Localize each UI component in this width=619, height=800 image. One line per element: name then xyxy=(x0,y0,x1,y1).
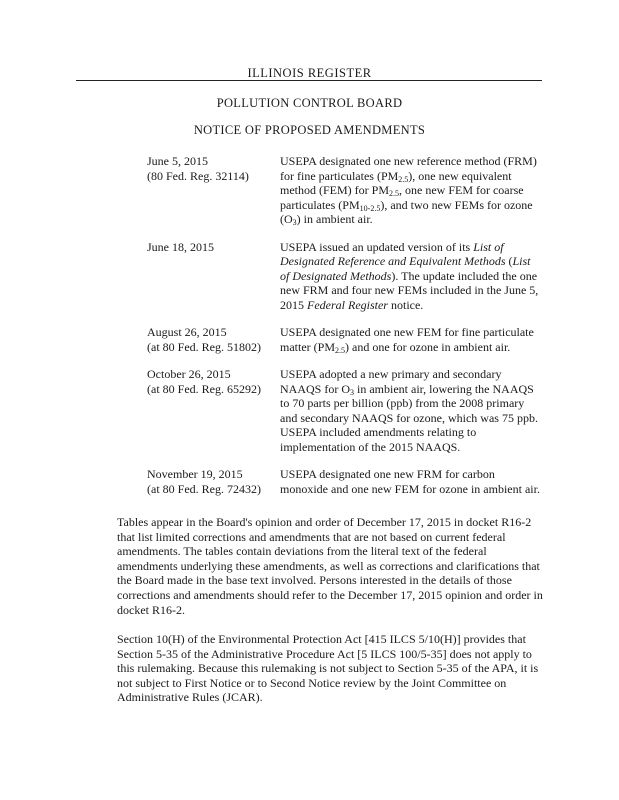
entry-description: USEPA adopted a new primary and secondary NAAQS for $O_3$ in ambient air, lowering the NAAQS to 70 parts per billion (ppb) from the 2008 primary and secondary NAAQS for ozone, which was 75 ppb. USEPA included amendments relating to implementation of the 2015 NAAQS. xyxy=(280,367,538,454)
header-divider xyxy=(76,80,542,81)
entry-citation: (at 80 Fed. Reg. 51802) xyxy=(147,339,261,354)
register-title: ILLINOIS REGISTER xyxy=(247,66,372,80)
body-paragraph-tables: Tables appear in the Board's opinion and order of December 17, 2015 in docket R16-2 that list limited corrections and amendments that are not based on current federal amendments. The tables contain deviations from the literal text of the federal amendments underlying these amendments, as well as corrections and clarifications that the Board made in the base text involved. Persons interested in the details of those corrections and amendments should refer to the December 17, 2015 opinion and order in docket R16-2. xyxy=(117,515,543,617)
entry-description: USEPA designated one new FEM for fine particulate matter $(PM_{2.5})$ and one for ozone in ambient air. xyxy=(280,325,534,355)
entry-description: USEPA designated one new FRM for carbon monoxide and one new FEM for ozone in ambient air. xyxy=(280,467,540,496)
entry-citation: (at 80 Fed. Reg. 65292) xyxy=(147,381,261,396)
entry-description: USEPA issued an updated version of its List of Designated Reference and Equivalent Methods (List of Designated Methods). The update included the one new FRM and four new FEMs included in the June 5, 2015 Federal Register notice. xyxy=(280,239,539,312)
body-paragraph-section-10h: Section 10(H) of the Environmental Protection Act [415 ILCS 5/10(H)] provides that Section 5-35 of the Administrative Procedure Act [5 ILCS 100/5-35] does not apply to this rulemaking. Because this rulemaking is not subject to Section 5-35 of the APA, it is not subject to First Notice or to Second Notice review by the Joint Committee on Administrative Rules (JCAR). xyxy=(117,632,539,705)
entry-date: June 5, 2015 xyxy=(147,154,208,168)
entry-citation: (80 Fed. Reg. 32114) xyxy=(147,168,249,183)
entry-date: August 26, 2015 xyxy=(147,325,227,339)
timeline-entry xyxy=(147,154,547,227)
entry-date: October 26, 2015 xyxy=(147,367,231,381)
timeline-entry xyxy=(147,240,547,313)
entry-citation: (at 80 Fed. Reg. 72432) xyxy=(147,481,261,496)
timeline-entry xyxy=(147,325,547,354)
notice-title: NOTICE OF PROPOSED AMENDMENTS xyxy=(193,123,426,137)
entry-date: November 19, 2015 xyxy=(147,467,243,481)
entry-date: June 18, 2015 xyxy=(147,239,214,254)
timeline-list xyxy=(147,154,547,509)
board-name: POLLUTION CONTROL BOARD xyxy=(216,96,403,110)
entry-description: USEPA designated one new reference method (FRM) for fine particulates $(PM_{2.5})$, one new equivalent method (FEM) for $PM_{2.5}$, one new FEM for coarse particulates $(PM_{10-2.5})$, and two new FEMs for ozone $(O_3)$ in ambient air. xyxy=(280,154,537,227)
timeline-entry xyxy=(147,367,547,454)
timeline-entry xyxy=(147,467,547,496)
